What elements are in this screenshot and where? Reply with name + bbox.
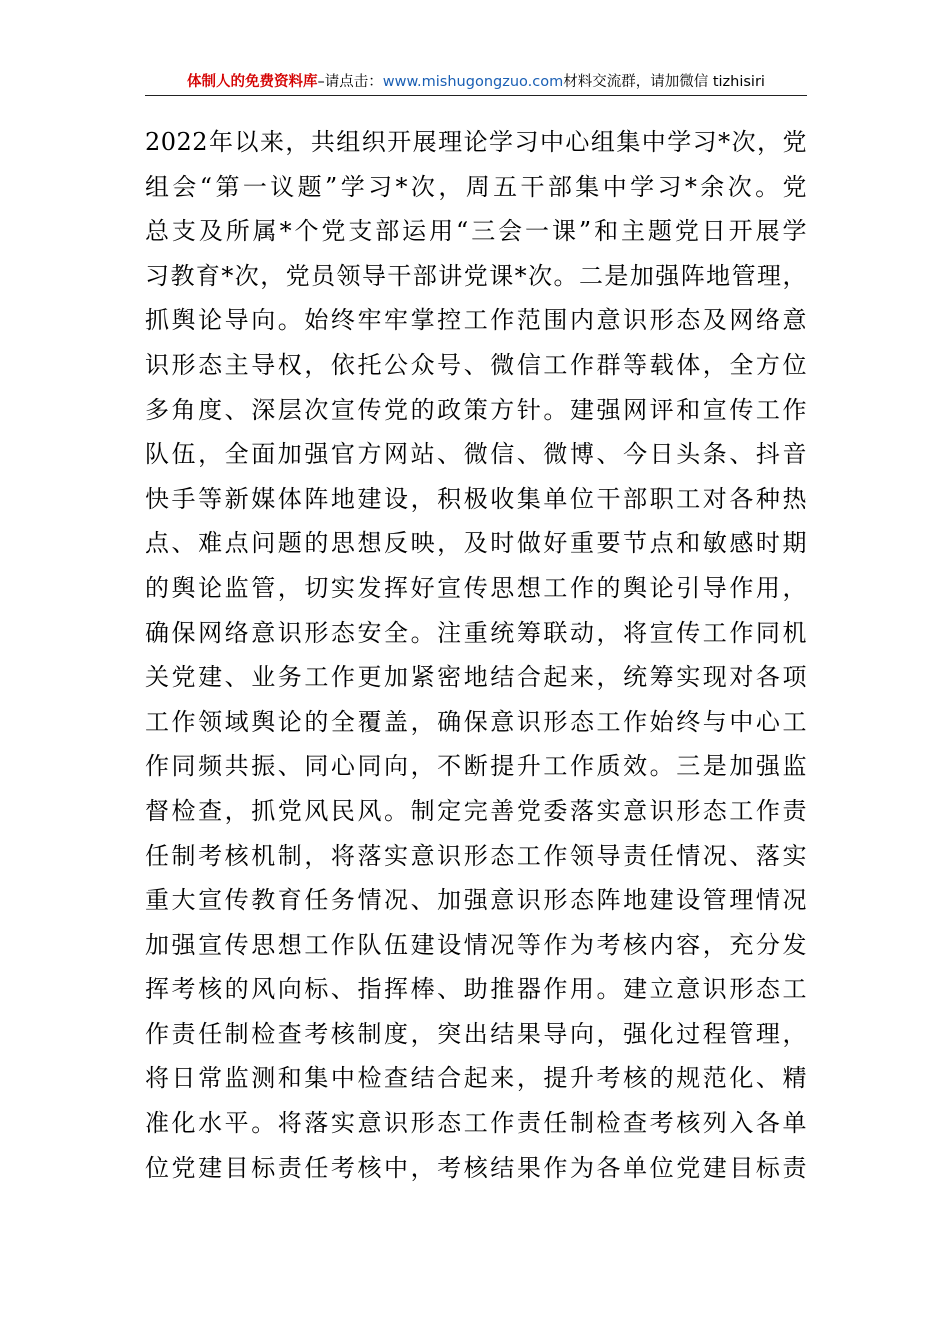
- header-prompt: –请点击：: [317, 74, 383, 90]
- text-line: 工作领域舆论的全覆盖，确保意识形态工作始终与中心工: [145, 707, 807, 736]
- text-line: 任制考核机制，将落实意识形态工作领导责任情况、落实: [145, 841, 807, 870]
- text-line: 督检查，抓党风民风。制定完善党委落实意识形态工作责: [145, 796, 807, 825]
- text-line: 的舆论监管，切实发挥好宣传思想工作的舆论引导作用，: [145, 573, 807, 602]
- text-line: 位党建目标责任考核中，考核结果作为各单位党建目标责: [145, 1153, 807, 1182]
- text-line: 2022年以来，共组织开展理论学习中心组集中学习*次，党: [145, 128, 807, 156]
- text-line: 作责任制检查考核制度，突出结果导向，强化过程管理，: [145, 1019, 807, 1048]
- text-line: 队伍，全面加强官方网站、微信、微博、今日头条、抖音: [145, 440, 807, 469]
- text-line: 点、难点问题的思想反映，及时做好重要节点和敏感时期: [145, 529, 807, 558]
- text-line: 作同频共振、同心同向，不断提升工作质效。三是加强监: [145, 752, 807, 781]
- text-line: 快手等新媒体阵地建设，积极收集单位干部职工对各种热: [145, 484, 807, 513]
- text-line: 挥考核的风向标、指挥棒、助推器作用。建立意识形态工: [145, 975, 807, 1004]
- text-line: 总支及所属*个党支部运用“三会一课”和主题党日开展学: [145, 217, 807, 246]
- header-note: 材料交流群，请加微信 tizhisiri: [563, 74, 765, 90]
- text-line: 多角度、深层次宣传党的政策方针。建强网评和宣传工作: [145, 395, 807, 424]
- text-line: 确保网络意识形态安全。注重统筹联动，将宣传工作同机: [145, 618, 807, 647]
- document-body: [145, 120, 807, 1190]
- text-line: 重大宣传教育任务情况、加强意识形态阵地建设管理情况: [145, 886, 807, 915]
- text-line: 识形态主导权，依托公众号、微信工作群等载体，全方位: [145, 350, 807, 379]
- text-line: 关党建、业务工作更加紧密地结合起来，统筹实现对各项: [145, 663, 807, 692]
- text-line: 准化水平。将落实意识形态工作责任制检查考核列入各单: [145, 1109, 807, 1138]
- header-brand: 体制人的免费资料库: [187, 74, 318, 90]
- text-line: 习教育*次，党员领导干部讲党课*次。二是加强阵地管理，: [145, 261, 807, 290]
- text-line: 组会“第一议题”学习*次，周五干部集中学习*余次。党: [145, 172, 807, 201]
- text-line: 加强宣传思想工作队伍建设情况等作为考核内容，充分发: [145, 930, 807, 959]
- text-line: 抓舆论导向。始终牢牢掌控工作范围内意识形态及网络意: [145, 306, 807, 335]
- header-url-link[interactable]: www.mishugongzuo.com: [382, 74, 564, 90]
- page-header: [145, 70, 807, 96]
- text-line: 将日常监测和集中检查结合起来，提升考核的规范化、精: [145, 1064, 807, 1093]
